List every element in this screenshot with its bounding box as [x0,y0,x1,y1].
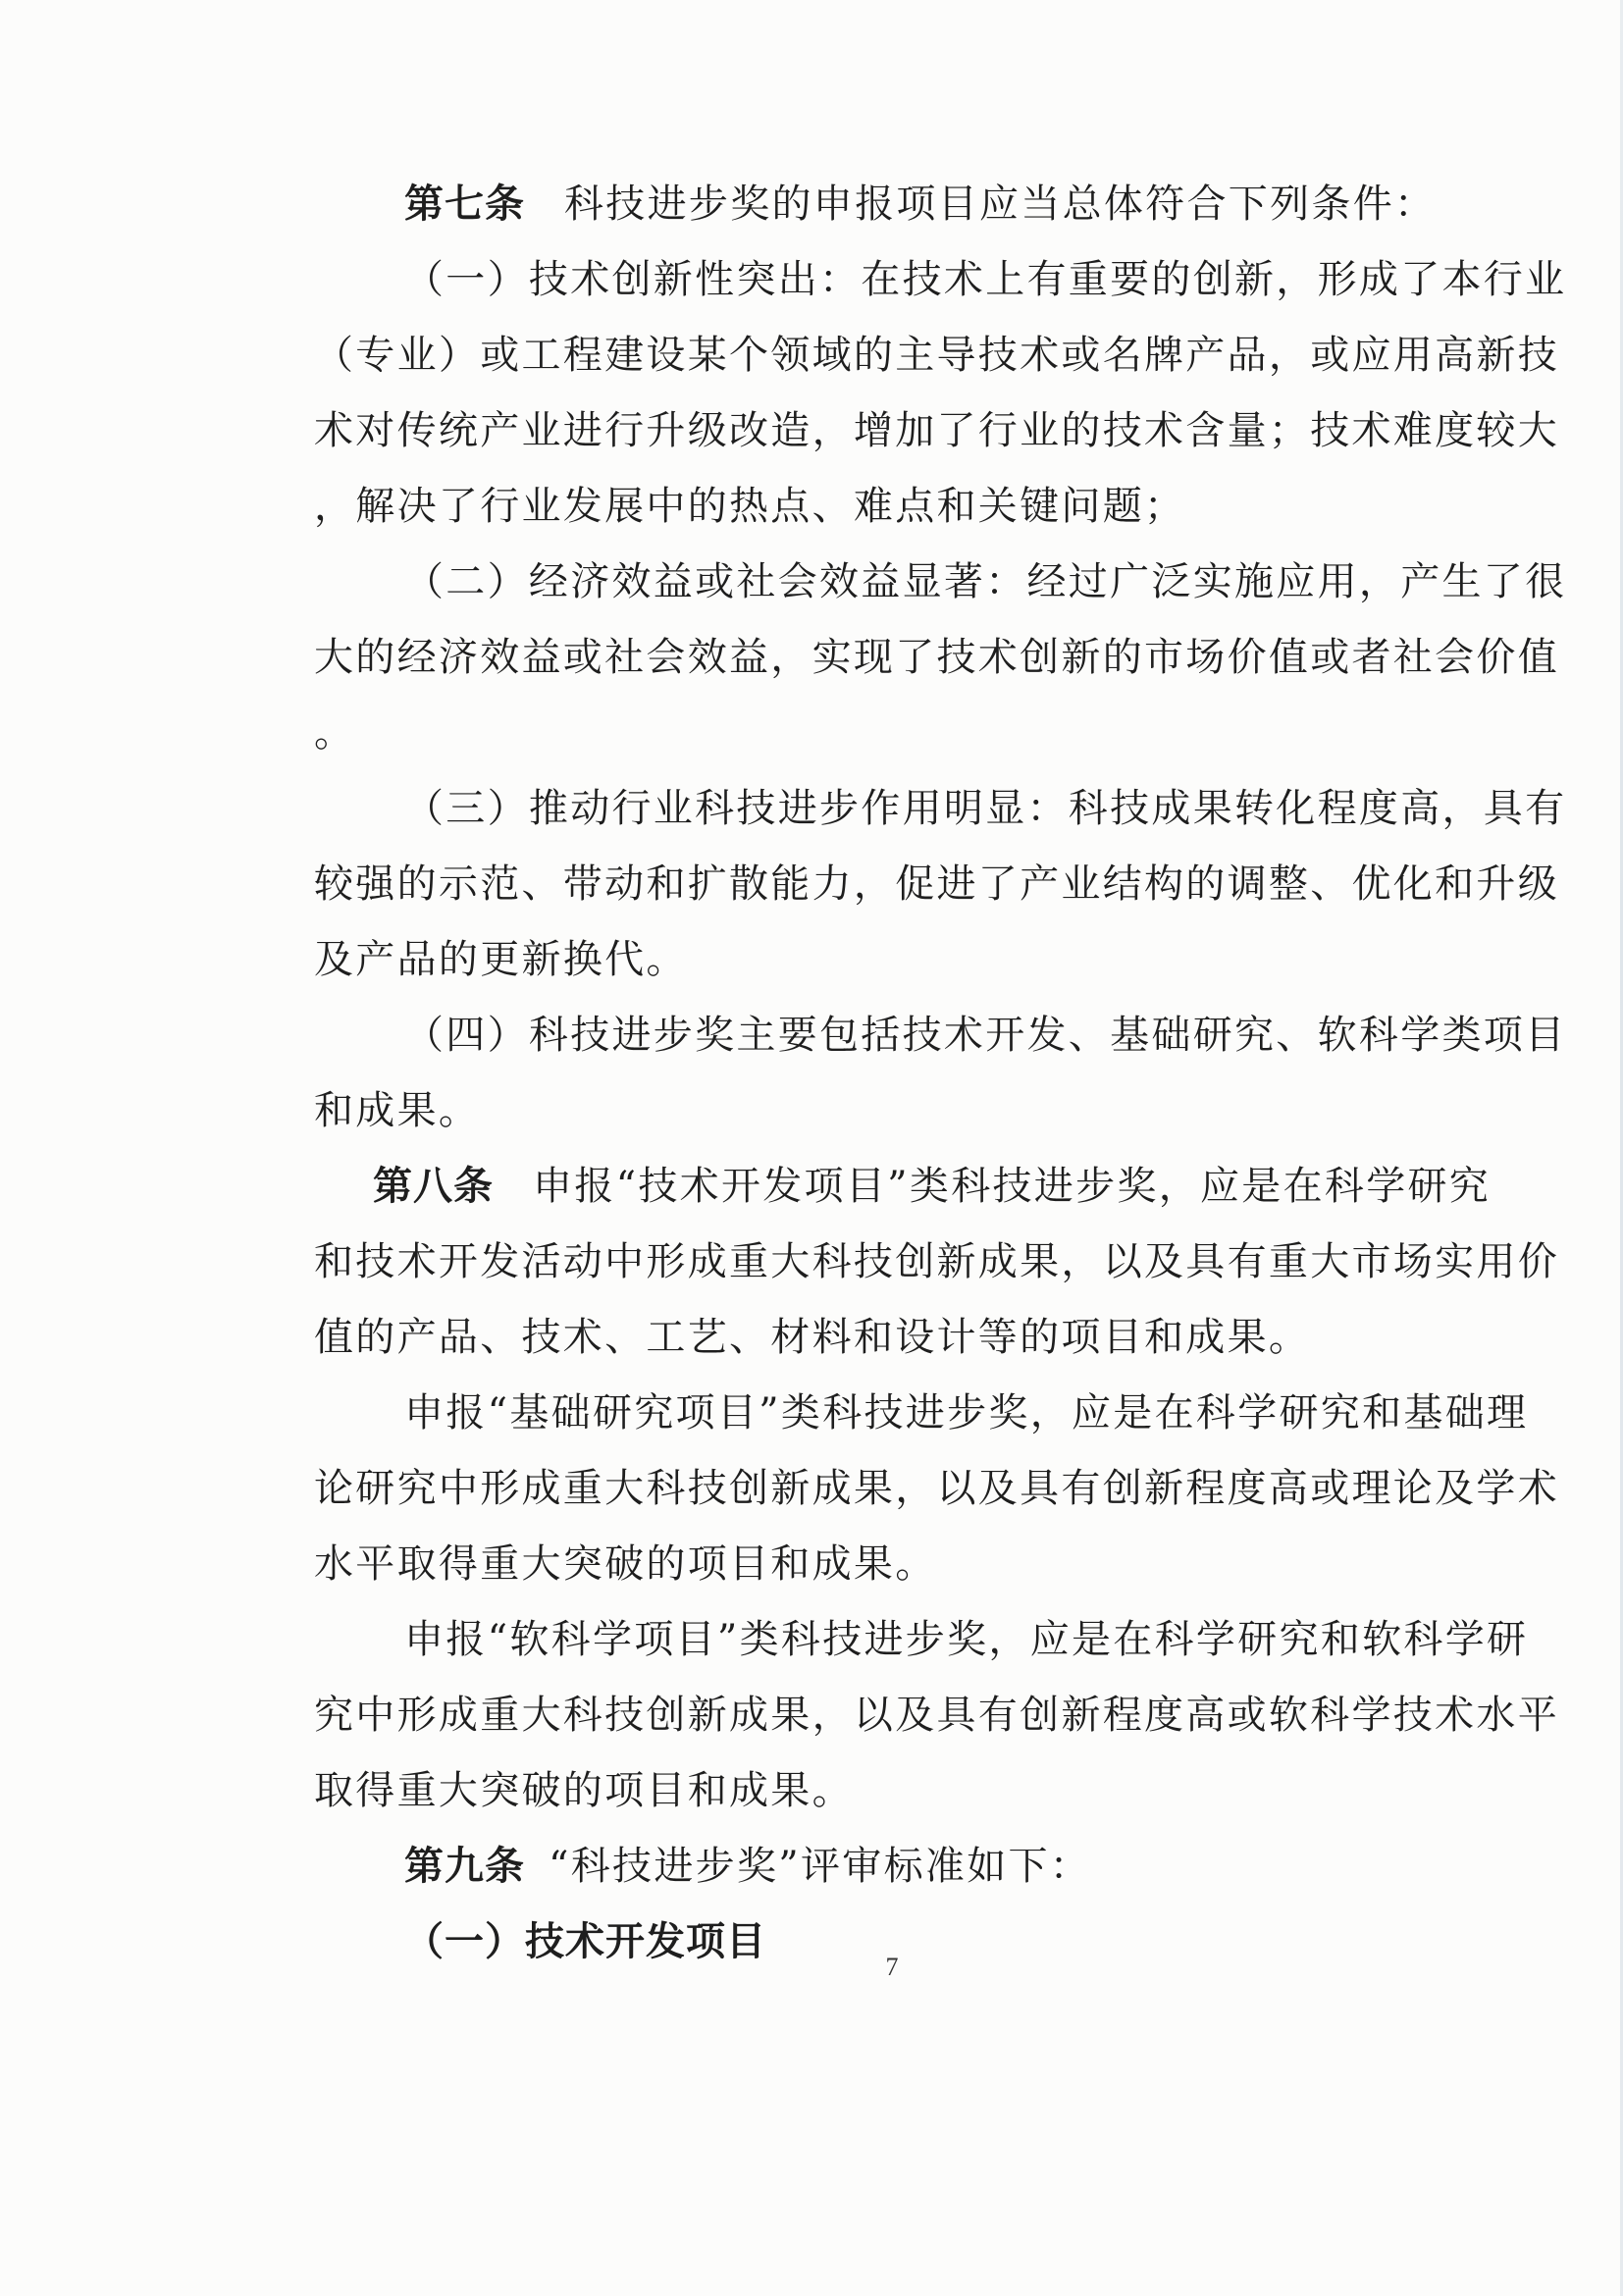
article-8-para2-line1: 申报“基础研究项目”类科技进步奖，应是在科学研究和基础理 [404,1390,1529,1435]
article-7-item1-line4: ，解决了行业发展中的热点、难点和关键问题； [314,484,1186,529]
article-7-item4-line1: （四）科技进步奖主要包括技术开发、基础研究、软科学类项目 [404,1013,1567,1058]
article-8-para2-line2: 论研究中形成重大科技创新成果，以及具有创新程度高或理论及学术 [314,1466,1559,1511]
article-9-heading [314,1828,1442,1905]
article-7-item3-line1: （三）推动行业科技进步作用明显：科技成果转化程度高，具有 [404,786,1567,831]
article-8-heading [314,1148,1492,1225]
article-7-item1-line3: 术对传统产业进行升级改造，增加了行业的技术含量；技术难度较大 [314,408,1559,453]
article-7-item1-line1: （一）技术创新性突出：在技术上有重要的创新，形成了本行业 [404,257,1567,302]
article-9-subheading: （一）技术开发项目 [404,1919,766,1964]
article-8-para3-line1: 申报“软科学项目”类科技进步奖，应是在科学研究和软科学研 [404,1617,1529,1662]
article-7-item2-line3: 。 [314,710,356,756]
article-7-item4-line2: 和成果。 [314,1088,481,1133]
article-8-para1-line2: 和技术开发活动中形成重大科技创新成果，以及具有重大市场实用价 [314,1239,1559,1284]
article-7-heading [314,166,1442,242]
article-8-para3-line3: 取得重大突破的项目和成果。 [314,1768,854,1813]
article-9-intro: “科技进步奖”评审标准如下： [549,1844,1092,1889]
article-7-item2-line2: 大的经济效益或社会效益，实现了技术创新的市场价值或者社会价值 [314,635,1559,680]
article-7-item3-line2: 较强的示范、带动和扩散能力，促进了产业结构的调整、优化和升级 [314,861,1559,907]
article-8-para1-line3: 值的产品、技术、工艺、材料和设计等的项目和成果。 [314,1315,1311,1360]
article-8-para3-line2: 究中形成重大科技创新成果，以及具有创新程度高或软科学技术水平 [314,1693,1559,1738]
article-7-item3-line3: 及产品的更新换代。 [314,937,688,982]
article-7-title: 第七条 [404,182,525,227]
page-number: 7 [885,1953,899,1981]
article-8-para1-line1: 申报“技术开发项目”类科技进步奖，应是在科学研究 [533,1164,1492,1209]
article-7-item2-line1: （二）经济效益或社会效益显著：经过广泛实施应用，产生了很 [404,559,1567,604]
article-9-title: 第九条 [404,1844,525,1889]
article-8-title: 第八条 [373,1164,494,1209]
article-7-item1-line2: （专业）或工程建设某个领域的主导技术或名牌产品，或应用高新技 [314,333,1559,378]
article-7-intro: 科技进步奖的申报项目应当总体符合下列条件： [564,182,1437,227]
article-8-para2-line3: 水平取得重大突破的项目和成果。 [314,1541,937,1587]
